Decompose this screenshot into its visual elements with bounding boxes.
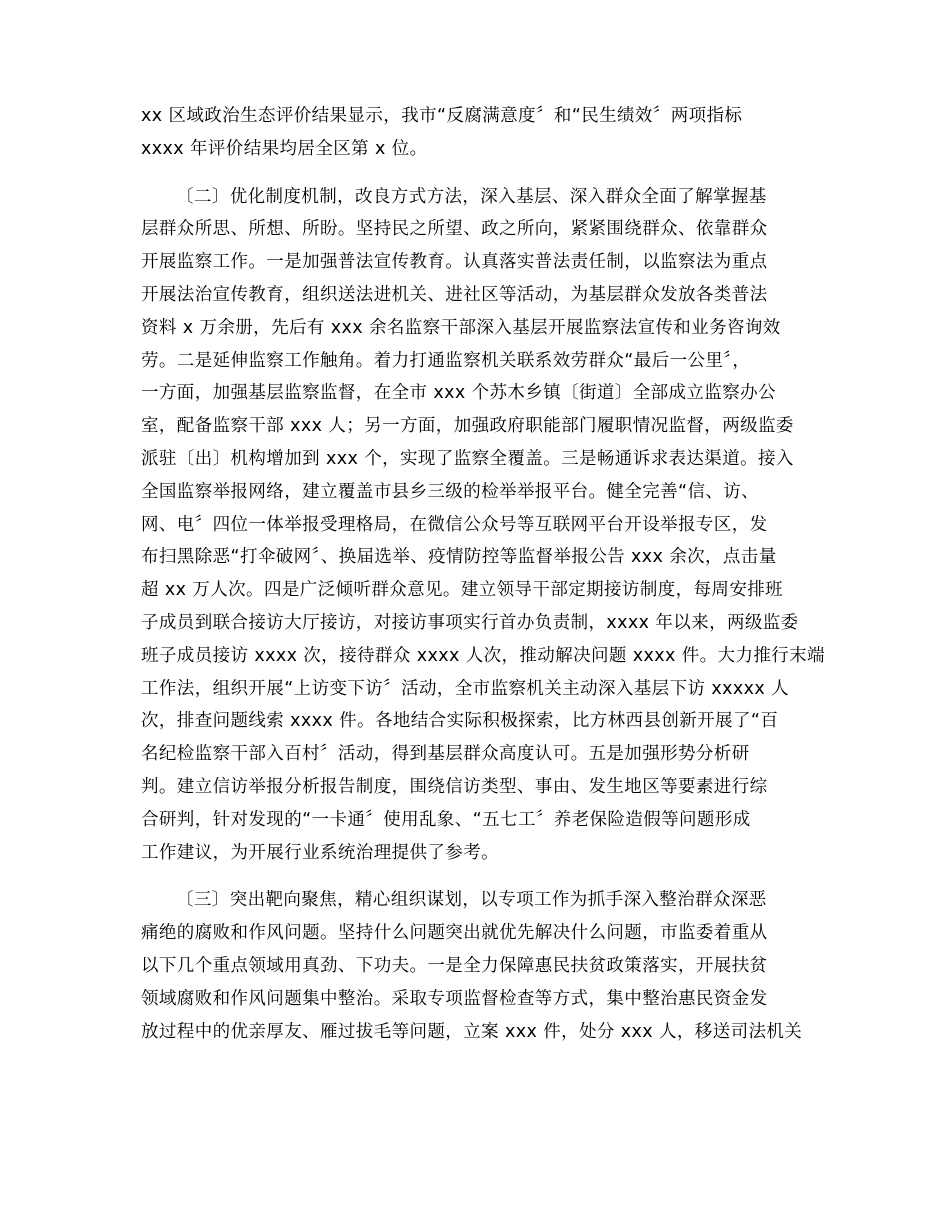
text-line: 以下几个重点领域用真劲、下功夫。一是全力保障惠民扶贫政策落实，开展扶贫 bbox=[141, 955, 768, 976]
text-line: 放过程中的优亲厚友、雁过拔毛等问题，立案 xxx 件，处分 xxx 人，移送司法机关 bbox=[141, 1021, 803, 1042]
text-line: 网、电〞四位一体举报受理格局，在微信公众号等互联网平台开设举报专区，发 bbox=[141, 514, 768, 535]
text-line: 判。建立信访举报分析报告制度，围绕信访类型、事由、发生地区等要素进行综 bbox=[141, 776, 768, 797]
text-line: 领域腐败和作风问题集中整治。采取专项监督检查等方式，集中整治惠民资金发 bbox=[141, 988, 768, 1009]
text-line: 开展法治宣传教育，组织送法进机关、进社区等活动，为基层群众发放各类普法 bbox=[141, 284, 768, 305]
text-line: 布扫黑除恶“打伞破网〞、换届选举、疫情防控等监督举报公告 xxx 余次，点击量 bbox=[141, 547, 777, 568]
text-line: 开展监察工作。一是加强普法宣传教育。认真落实普法责任制，以监察法为重点 bbox=[141, 252, 768, 273]
paragraph-gap bbox=[141, 869, 809, 884]
text-line: 工作建议，为开展行业系统治理提供了参考。 bbox=[141, 842, 499, 863]
text-line: 合研判，针对发现的“一卡通〞使用乱象、“五七工〞养老保险造假等问题形成 bbox=[141, 809, 751, 830]
text-line: 〔二〕优化制度机制，改良方式方法，深入基层、深入群众全面了解掌握基 bbox=[176, 186, 767, 207]
text-line: 名纪检监察干部入百村〞活动，得到基层群众高度认可。五是加强形势分析研 bbox=[141, 744, 750, 765]
text-line: 派驻〔出〕机构增加到 xxx 个，实现了监察全覆盖。三是畅通诉求表达渠道。接入 bbox=[141, 448, 794, 469]
document-page bbox=[141, 100, 825, 1048]
text-line: 工作法，组织开展“上访变下访〞活动，全市监察机关主动深入基层下访 xxxxx 人 bbox=[141, 678, 789, 699]
text-line: 劳。二是延伸监察工作触角。着力打通监察机关联系效劳群众“最后一公里〞， bbox=[141, 350, 751, 371]
paragraph-1 bbox=[141, 100, 809, 166]
text-line: 次，排查问题线索 xxxx 件。各地结合实际积极探索，比方林西县创新开展了“百 bbox=[141, 711, 779, 732]
text-line: 室，配备监察干部 xxx 人；另一方面，加强政府职能部门履职情况监督，两级监委 bbox=[141, 416, 794, 437]
text-line: 全国监察举报网络，建立覆盖市县乡三级的检举举报平台。健全完善“信、访、 bbox=[141, 481, 760, 502]
text-line: xxxx 年评价结果均居全区第 x 位。 bbox=[141, 138, 428, 159]
text-line: 一方面，加强基层监察监督，在全市 xxx 个苏木乡镇〔街道〕全部成立监察办公 bbox=[141, 383, 776, 404]
paragraph-gap bbox=[141, 166, 809, 181]
text-line: 痛绝的腐败和作风问题。坚持什么问题突出就优先解决什么问题，市监委着重从 bbox=[141, 923, 768, 944]
text-line: 超 xx 万人次。四是广泛倾听群众意见。建立领导干部定期接访制度，每周安排班 bbox=[141, 580, 784, 601]
text-line: xx 区域政治生态评价结果显示，我市“反腐满意度〞和“民生绩效〞两项指标 bbox=[141, 106, 743, 126]
paragraph-3 bbox=[141, 884, 809, 1048]
text-line: 资料 x 万余册，先后有 xxx 余名监察干部深入基层开展监察法宣传和业务咨询效 bbox=[141, 317, 781, 338]
text-line: 班子成员接访 xxxx 次，接待群众 xxxx 人次，推动解决问题 xxxx 件。大力推行末端 bbox=[141, 645, 825, 666]
paragraph-2 bbox=[141, 181, 825, 870]
text-line: 〔三〕突出靶向聚焦，精心组织谋划，以专项工作为抓手深入整治群众深恶 bbox=[176, 890, 767, 911]
text-line: 子成员到联合接访大厅接访，对接访事项实行首办负责制，xxxx 年以来，两级监委 bbox=[141, 612, 799, 633]
text-line: 层群众所思、所想、所盼。坚持民之所望、政之所向，紧紧围绕群众、依靠群众 bbox=[141, 219, 768, 240]
